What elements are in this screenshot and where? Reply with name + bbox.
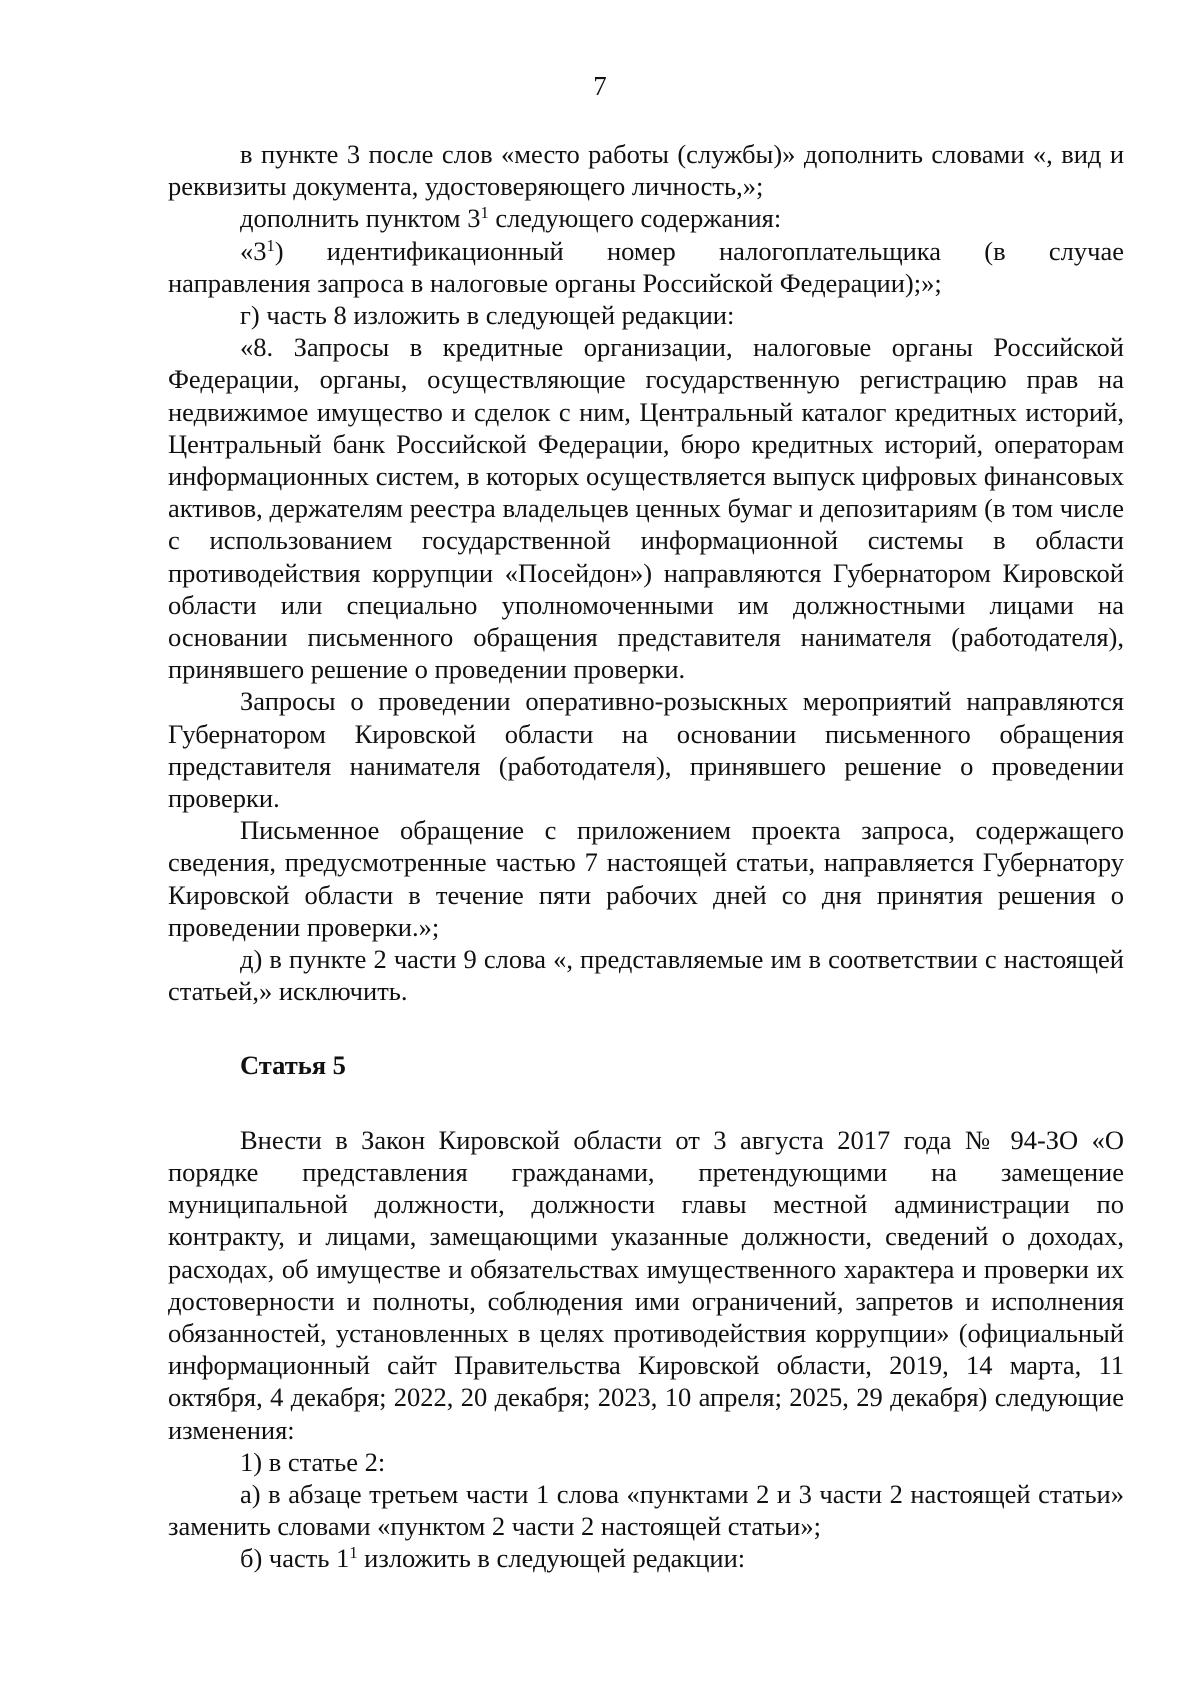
superscript: 1 bbox=[480, 203, 489, 223]
text-fragment: следующего содержания: bbox=[488, 203, 782, 234]
paragraph-place-of-work: в пункте 3 после слов «место работы (службы)» дополнить словами «, вид и реквизиты документа, удостоверяющего личность,»; bbox=[168, 139, 1124, 202]
text-fragment: «3 bbox=[240, 235, 267, 266]
paragraph-written-appeal: Письменное обращение с приложением проекта запроса, содержащего сведения, предусмотренные частью 7 настоящей статьи, направляется Губернатору Кировской области в течение пяти рабочих дней со дня принятия решения о проведении проверки.»; bbox=[168, 815, 1124, 942]
paragraph-operative-requests: Запросы о проведении оперативно-розыскных мероприятий направляются Губернатором Кировской области на основании письменного обращения представителя нанимателя (работодателя), принявшего решение о проведении проверки. bbox=[168, 686, 1124, 814]
paragraph-part-8-text: «8. Запросы в кредитные организации, налоговые органы Российской Федерации, органы, осуществляющие государственную регистрацию прав на недвижимое имущество и сделок с ним, Центральный каталог кредитных историй, Центральный банк Российской Федерации, бюро кредитных историй, операторам информационных систем, в которых осуществляется выпуск цифровых финансовых активов, держателям реестра владельцев ценных бумаг и депозитариям (в том числе с использованием государственной информационной системы в области противодействия коррупции «Посейдон») направляются Губернатором Кировской области или специально уполномоченными им должностными лицами на основании письменного обращения представителя нанимателя (работодателя), принявшего решение о проведении проверки. bbox=[168, 332, 1124, 685]
text-fragment: изложить в следующей редакции: bbox=[357, 1543, 746, 1574]
paragraph-part-9-change: д) в пункте 2 части 9 слова «, представляемые им в соответствии с настоящей статьей,» исключить. bbox=[168, 944, 1124, 1007]
paragraph-part-1-change: а) в абзаце третьем части 1 слова «пунктами 2 и 3 части 2 настоящей статьи» заменить словами «пунктом 2 части 2 настоящей статьи»; bbox=[168, 1478, 1124, 1542]
paragraph-point-3-1-line2: направления запроса в налоговые органы Российской Федерации);»; bbox=[168, 267, 942, 298]
document-body bbox=[168, 138, 1124, 1575]
text-fragment: ) идентификационный номер налогоплательщика (в случае bbox=[274, 235, 1124, 266]
superscript: 1 bbox=[266, 235, 275, 255]
paragraph-add-point-3-1 bbox=[168, 202, 1124, 234]
paragraph-amend-law: Внести в Закон Кировской области от 3 августа 2017 года № 94-ЗО «О порядке представления гражданами, претендующими на замещение муниципальной должности, должности главы местной администрации по контракту, и лицами, замещающими указанные должности, сведений о доходах, расходах, об имуществе и обязательствах имущественного характера и проверки их достоверности и полноты, соблюдения ими ограничений, запретов и исполнения обязанностей, установленных в целях противодействия коррупции» (официальный информационный сайт Правительства Кировской области, 2019, 14 марта, 11 октября, 4 декабря; 2022, 20 декабря; 2023, 10 апреля; 2025, 29 декабря) следующие изменения: bbox=[168, 1124, 1124, 1445]
paragraph-part-8-intro: г) часть 8 изложить в следующей редакции: bbox=[240, 300, 735, 331]
article-heading: Статья 5 bbox=[240, 1050, 346, 1081]
paragraph-point-3-1-line1 bbox=[168, 235, 1124, 267]
page-number: 7 bbox=[593, 71, 607, 101]
paragraph-article-2: 1) в статье 2: bbox=[240, 1446, 386, 1477]
text-fragment: дополнить пунктом 3 bbox=[240, 203, 481, 234]
text-fragment: б) часть 1 bbox=[240, 1543, 350, 1574]
paragraph-part-1-1-intro bbox=[168, 1542, 1124, 1574]
superscript: 1 bbox=[349, 1543, 358, 1563]
